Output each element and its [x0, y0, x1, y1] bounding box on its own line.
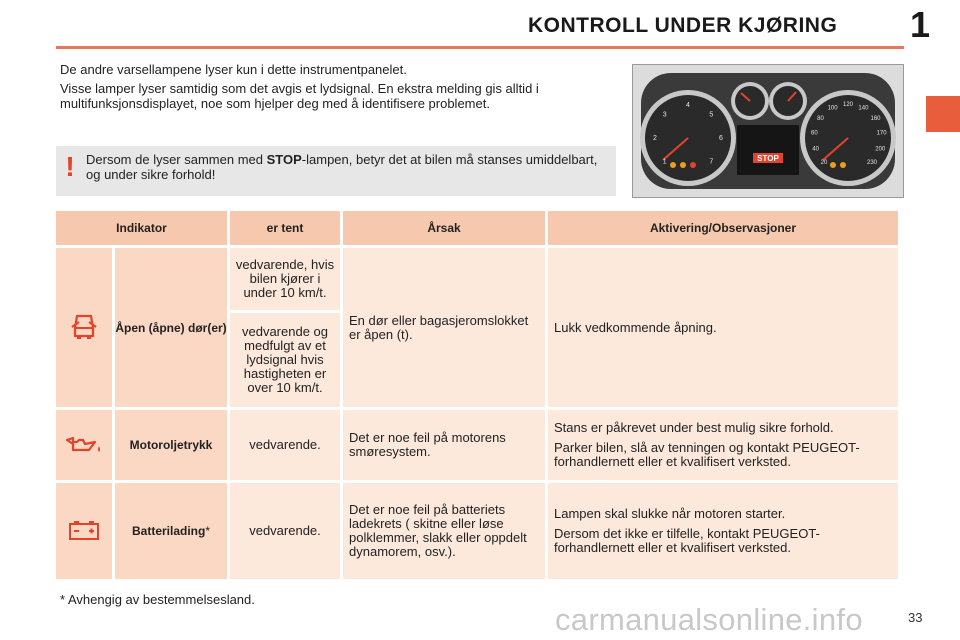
instrument-panel-image: [632, 64, 904, 198]
speed-tick-label: 20: [820, 160, 828, 166]
action-text: [548, 248, 898, 407]
action-paragraph: Dersom det ikke er tilfelle, kontakt PEUGEOT-forhandlernett eller et kvalifisert verksted.: [554, 526, 820, 555]
intro-text: [60, 62, 630, 115]
rpm-tick-label: 3: [662, 111, 667, 119]
action-paragraph: Lampen skal slukke når motoren starter.: [554, 506, 786, 521]
speed-tick-label: 170: [876, 130, 887, 137]
column-header: Årsak: [343, 211, 545, 245]
action-paragraph: Lukk vedkommende åpning.: [554, 319, 717, 335]
warning-lamp: [840, 162, 846, 168]
lit-condition: vedvarende, hvis bilen kjører i under 10 km/t.: [230, 248, 340, 310]
page-number: 33: [908, 610, 923, 625]
stop-lamp-label: STOP: [757, 154, 779, 163]
speed-tick-label: 140: [858, 105, 869, 112]
instrument-panel-svg: [633, 65, 903, 197]
warning-lamp: [680, 162, 686, 168]
action-text: [548, 483, 898, 579]
speed-tick-label: 230: [866, 160, 878, 166]
indicator-name-cell: [115, 483, 227, 579]
rpm-tick-label: 2: [653, 135, 657, 142]
speed-tick-label: 120: [842, 102, 854, 108]
lit-condition: vedvarende.: [230, 483, 340, 579]
speed-tick-label: 80: [817, 116, 824, 122]
multifunction-display: [737, 125, 799, 175]
indicator-table: [53, 208, 901, 582]
page-title: KONTROLL UNDER KJØRING: [528, 14, 838, 37]
watermark: carmanualsonline.info: [555, 602, 863, 637]
table-row: [56, 410, 898, 480]
speed-tick-label: 40: [812, 146, 820, 153]
rpm-tick-label: 5: [709, 111, 714, 119]
warning-box: [56, 146, 616, 196]
indicator-name: Batterilading: [131, 524, 206, 538]
column-header: Indikator: [56, 211, 227, 245]
warning-text-before: Dersom de lyser sammen med: [86, 152, 267, 167]
speed-tick-label: 60: [811, 130, 818, 137]
chapter-number: 1: [909, 4, 931, 45]
rpm-tick-label: 1: [662, 158, 667, 166]
footnote: * Avhengig av bestemmelsesland.: [60, 592, 255, 607]
warning-lamp: [830, 162, 836, 168]
warning-text-after: -lampen, betyr det at bilen må stanses umiddelbart, og under sikre forhold!: [86, 152, 598, 182]
speed-tick-label: 200: [875, 146, 886, 153]
table-row: [56, 248, 898, 310]
column-header: Aktivering/Observasjoner: [548, 211, 898, 245]
cause-text: En dør eller bagasjeromslokket er åpen (t).: [343, 248, 545, 407]
header-divider: [56, 46, 904, 49]
action-text: [548, 410, 898, 480]
intro-paragraph-1: De andre varsellampene lyser kun i dette instrumentpanelet.: [60, 62, 407, 77]
rpm-tick-label: 7: [709, 158, 714, 166]
indicator-name: Motoroljetrykk: [115, 410, 227, 480]
rpm-tick-label: 6: [719, 135, 723, 142]
exclamation-icon: !: [65, 151, 75, 182]
cause-text: Det er noe feil på motorens smøresystem.: [343, 410, 545, 480]
indicator-icon-cell: [56, 483, 112, 579]
table-header-row: [56, 211, 898, 245]
cause-text: Det er noe feil på batteriets ladekrets ( skitne eller løse polklemmer, slakk eller oppdelt dynamorem, osv.).: [343, 483, 545, 579]
action-paragraph: Stans er påkrevet under best mulig sikre forhold.: [554, 420, 834, 435]
warning-lamp: [670, 162, 676, 168]
action-paragraph: Parker bilen, slå av tenningen og kontakt PEUGEOT-forhandlernett eller et kvalifisert verksted.: [554, 440, 860, 469]
speed-tick-label: 160: [870, 116, 881, 122]
oil-pressure-icon: [65, 434, 103, 454]
footnote-marker: *: [205, 524, 210, 538]
rpm-tick-label: 4: [686, 102, 690, 109]
indicator-icon-cell: [56, 248, 112, 407]
lit-condition: vedvarende og medfulgt av et lydsignal hvis hastigheten er over 10 km/t.: [230, 313, 340, 407]
column-header: er tent: [230, 211, 340, 245]
open-door-icon: [71, 312, 97, 340]
warning-lamp: [690, 162, 696, 168]
lit-condition: vedvarende.: [230, 410, 340, 480]
stop-keyword: STOP: [266, 152, 302, 167]
indicator-icon-cell: [56, 410, 112, 480]
table-row: [56, 483, 898, 579]
battery-icon: [68, 519, 100, 541]
indicator-name: Åpen (åpne) dør(er): [115, 248, 227, 407]
intro-paragraph-2: Visse lamper lyser samtidig som det avgis et lydsignal. En ekstra melding gis alltid i multifunksjonsdisplayet, noe som hjelper deg med å identifisere problemet.: [60, 81, 539, 111]
chapter-tab-marker: [926, 96, 960, 132]
warning-text: [86, 152, 610, 182]
speed-tick-label: 100: [827, 105, 838, 112]
